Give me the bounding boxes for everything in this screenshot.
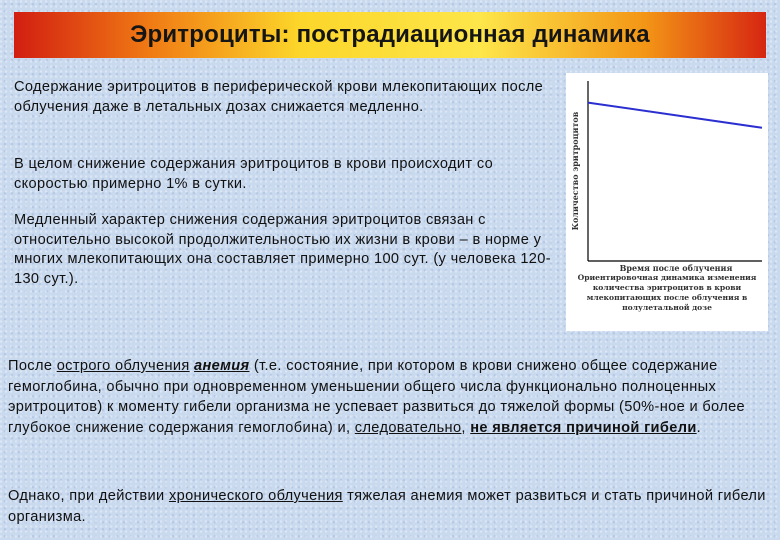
underlined-term-consequently: следовательно xyxy=(354,419,462,436)
paragraph-5 xyxy=(8,486,773,527)
slide-title-bar xyxy=(14,12,766,58)
text-segment: . xyxy=(696,419,702,436)
paragraph-2: В целом снижение содержания эритроцитов в крови происходит со скоростью примерно 1% в сутки. xyxy=(14,156,494,192)
text-segment: тяжелая анемия может развиться и стать причиной гибели организма. xyxy=(8,488,771,525)
text-segment: После xyxy=(8,358,57,374)
y-axis-label: Количество эритроцитов xyxy=(570,111,580,231)
chart-figure xyxy=(566,73,768,331)
underlined-term-chronic-irradiation: хронического облучения xyxy=(168,488,343,504)
text-segment: Однако, при действии xyxy=(8,488,169,504)
paragraph-4 xyxy=(8,356,773,438)
underlined-term-anemia: анемия xyxy=(194,358,250,374)
x-axis-label: Время после облучения xyxy=(619,263,733,273)
slide-title: Эритроциты: пострадиационная динамика xyxy=(130,21,650,48)
chart-svg xyxy=(566,73,768,273)
paragraph-1: Содержание эритроцитов в периферической крови млекопитающих после облучения даже в летальных дозах снижается медленно. xyxy=(14,79,544,115)
text-segment: , xyxy=(461,419,471,436)
paragraph-3: Медленный характер снижения содержания эритроцитов связан с относительно высокой продолжительностью их жизни в крови – в норме у многих млекопитающих она составляет примерно 100 сут. (у человека 120-130 сут.). xyxy=(14,212,551,287)
chart-caption: Ориентировочная динамика изменения количества эритроцитов в крови млекопитающих после облучения в полулетальной дозе xyxy=(577,273,757,312)
text-segment: (т.е. состояние, при котором в крови снижено общее содержание гемоглобина, обычно при одновременном уменьшении общего числа функционально полноценных эритроцитов) к моменту гибели организма не успевает развиться до тяжелой формы (50%-ное и более глубокое снижение содержания гемоглобина) и, xyxy=(8,358,750,436)
underlined-term-not-cause-of-death: не является причиной гибели xyxy=(470,419,697,436)
underlined-term-acute-irradiation: острого облучения xyxy=(56,358,190,374)
chart-series-line xyxy=(588,103,762,128)
